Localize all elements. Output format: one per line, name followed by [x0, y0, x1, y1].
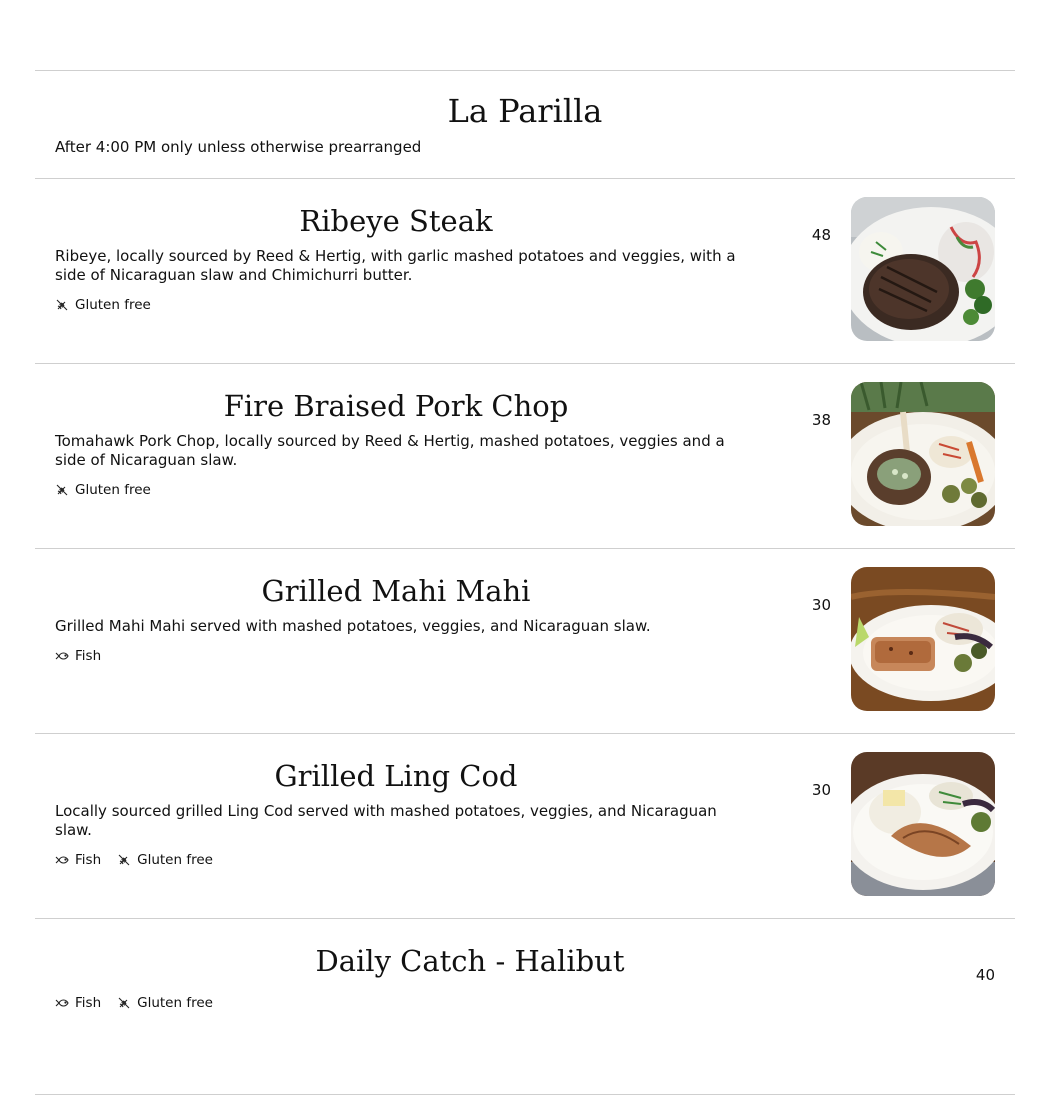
item-price: 38	[811, 411, 831, 429]
item-description: Tomahawk Pork Chop, locally sourced by Reed & Hertig, mashed potatoes, veggies and a side of Nicaraguan slaw.	[55, 432, 725, 469]
item-name: Daily Catch - Halibut	[315, 944, 625, 978]
tag-gluten-free	[55, 296, 151, 314]
item-description: Ribeye, locally sourced by Reed & Hertig, with garlic mashed potatoes and veggies, with a side of Nicaraguan slaw and Chimichurri butter.	[55, 247, 736, 284]
menu-item-grilled-mahi-mahi[interactable]	[35, 549, 1015, 733]
fish-icon	[55, 996, 69, 1010]
menu-item-daily-catch-halibut[interactable]	[35, 919, 1015, 1094]
item-name: Grilled Ling Cod	[274, 759, 518, 793]
item-price: 30	[811, 781, 831, 799]
ling-cod-photo[interactable]	[851, 752, 995, 896]
item-tags	[55, 481, 151, 499]
divider	[35, 1094, 1015, 1095]
item-name: Grilled Mahi Mahi	[261, 574, 531, 608]
mahi-mahi-photo[interactable]	[851, 567, 995, 711]
gluten-free-icon	[117, 996, 131, 1010]
menu-item-grilled-ling-cod[interactable]	[35, 734, 1015, 918]
fish-icon	[55, 649, 69, 663]
tag-fish	[55, 994, 101, 1012]
tag-fish	[55, 851, 101, 869]
item-name: Fire Braised Pork Chop	[223, 389, 569, 423]
item-tags	[55, 647, 101, 665]
item-price: 48	[811, 226, 831, 244]
item-description: Locally sourced grilled Ling Cod served with mashed potatoes, veggies, and Nicaraguan slaw.	[55, 802, 717, 839]
section-title: La Parilla	[447, 92, 603, 130]
tag-gluten-free	[117, 994, 213, 1012]
item-price: 40	[975, 966, 995, 984]
tag-label: Gluten free	[75, 297, 151, 313]
tag-fish	[55, 647, 101, 665]
item-name: Ribeye Steak	[299, 204, 493, 238]
ribeye-steak-photo[interactable]	[851, 197, 995, 341]
tag-label: Fish	[75, 852, 102, 868]
gluten-free-icon	[117, 853, 131, 867]
menu-item-ribeye-steak[interactable]	[35, 179, 1015, 363]
fish-icon	[55, 853, 69, 867]
menu-item-fire-braised-pork-chop[interactable]	[35, 364, 1015, 548]
tag-label: Fish	[75, 995, 102, 1011]
section-note: After 4:00 PM only unless otherwise prearranged	[55, 138, 422, 156]
gluten-free-icon	[55, 298, 69, 312]
tag-label: Gluten free	[75, 482, 151, 498]
pork-chop-photo[interactable]	[851, 382, 995, 526]
item-tags	[55, 851, 213, 869]
item-description: Grilled Mahi Mahi served with mashed potatoes, veggies, and Nicaraguan slaw.	[55, 617, 651, 635]
tag-label: Gluten free	[137, 995, 213, 1011]
item-tags	[55, 296, 151, 314]
tag-label: Fish	[75, 648, 102, 664]
item-price: 30	[811, 596, 831, 614]
tag-gluten-free	[117, 851, 213, 869]
menu-section-header	[35, 71, 1015, 178]
gluten-free-icon	[55, 483, 69, 497]
tag-gluten-free	[55, 481, 151, 499]
tag-label: Gluten free	[137, 852, 213, 868]
item-tags	[55, 994, 213, 1012]
